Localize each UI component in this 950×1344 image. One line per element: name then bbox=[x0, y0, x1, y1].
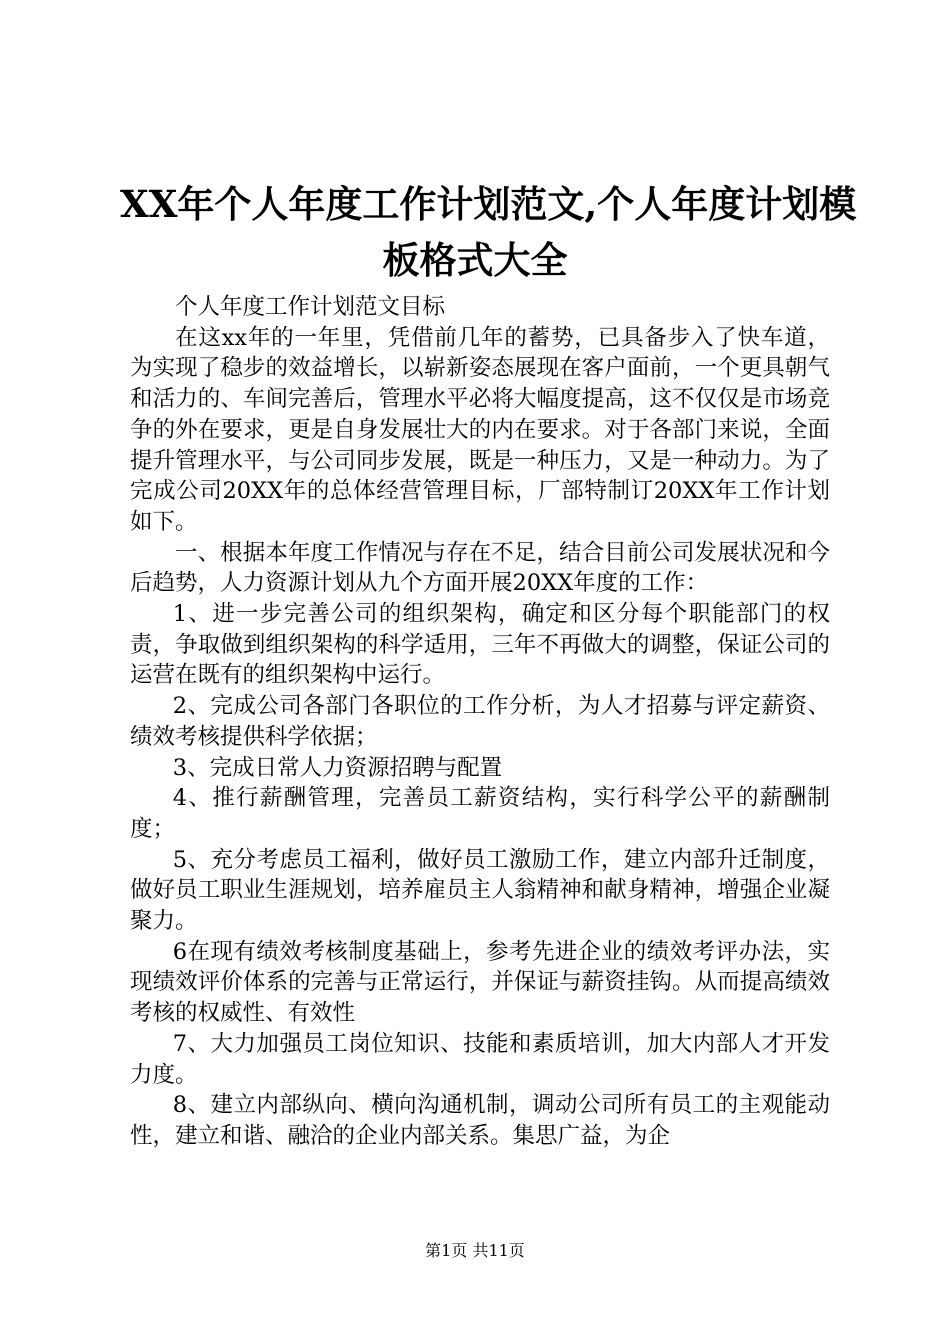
title-line-1: XX年个人年度工作计划范文,个人年度计划模 bbox=[120, 182, 857, 226]
intro-paragraph: 在这xx年的一年里，凭借前几年的蓄势，已具备步入了快车道，为实现了稳步的效益增长，以崭新姿态展现在客户面前，一个更具朝气和活力的、车间完善后，管理水平必将大幅度提高，这不仅仅是市场竞争的外在要求，更是自身发展壮大的内在要求。对于各部门来说，全面提升管理水平，与公司同步发展，既是一种压力，又是一种动力。为了完成公司20XX年的总体经营管理目标，厂部特制订20XX年工作计划如下。 bbox=[130, 324, 830, 535]
page-footer: 第1页 共11页 bbox=[425, 1241, 525, 1260]
document-title bbox=[120, 176, 857, 288]
section-heading: 个人年度工作计划范文目标 bbox=[175, 294, 446, 320]
list-item-5: 5、充分考虑员工福利，做好员工激励工作，建立内部升迁制度，做好员工职业生涯规划，培养雇员主人翁精神和献身精神，增强企业凝聚力。 bbox=[130, 846, 830, 935]
list-item-4: 4、推行薪酬管理，完善员工薪资结构，实行科学公平的薪酬制度； bbox=[130, 785, 830, 842]
list-item-2: 2、完成公司各部门各职位的工作分析，为人才招募与评定薪资、绩效考核提供科学依据； bbox=[130, 693, 830, 750]
list-item-3: 3、完成日常人力资源招聘与配置 bbox=[172, 754, 503, 781]
document-body bbox=[130, 292, 830, 1152]
list-item-1: 1、进一步完善公司的组织架构，确定和区分每个职能部门的权责，争取做到组织架构的科学适用，三年不再做大的调整，保证公司的运营在既有的组织架构中运行。 bbox=[130, 601, 830, 689]
list-item-6: 6在现有绩效考核制度基础上，参考先进企业的绩效考评办法，实现绩效评价体系的完善与正常运行，并保证与薪资挂钩。从而提高绩效考核的权威性、有效性 bbox=[130, 938, 830, 1027]
title-line-2: 板格式大全 bbox=[382, 238, 568, 282]
list-item-8: 8、建立内部纵向、横向沟通机制，调动公司所有员工的主观能动性，建立和谐、融洽的企业内部关系。集思广益，为企 bbox=[130, 1092, 830, 1149]
plan-overview-paragraph: 一、根据本年度工作情况与存在不足，结合目前公司发展状况和今后趋势，人力资源计划从九个方面开展20XX年度的工作： bbox=[130, 539, 830, 597]
list-item-7: 7、大力加强员工岗位知识、技能和素质培训，加大内部人才开发力度。 bbox=[130, 1030, 830, 1088]
